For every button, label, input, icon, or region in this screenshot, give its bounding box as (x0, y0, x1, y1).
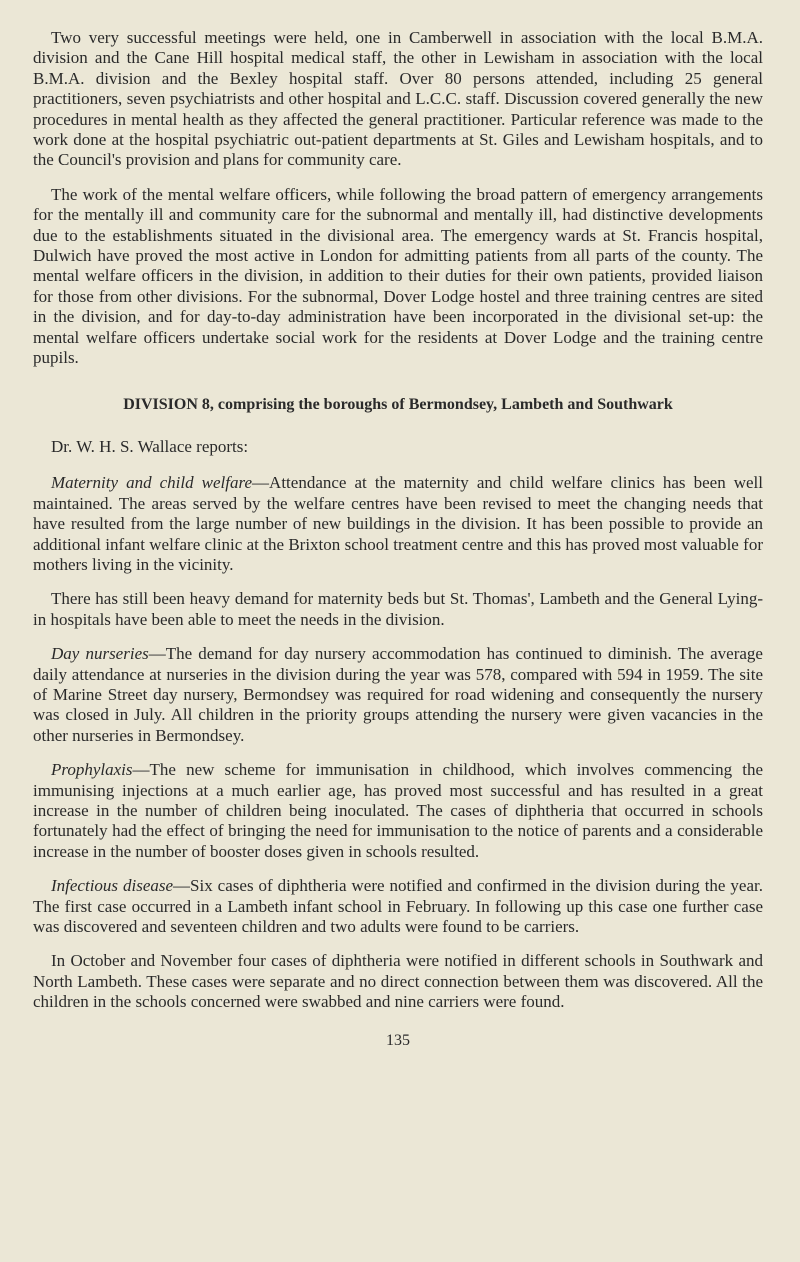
subhead-day-nurseries: Day nurseries (51, 644, 149, 664)
text-maternity: —Attendance at the maternity and child welfare clinics has been well maintained. The areas served by the welfare centres have been revised to meet the changing needs that have resulted from the large number of new buildings in the division. It has been possible to provide an additional infant welfare clinic at the Brixton school treatment centre and this has proved most valuable for mothers living in the vicinity. (33, 473, 764, 574)
text-day-nurseries: —The demand for day nursery accommodation has continued to diminish. The average daily attendance at nurseries in the division during the year was 578, compared with 594 in 1959. The site of Marine Street day nursery, Bermondsey was required for road widening and consequently the nursery was closed in July. All children in the priority groups attending the nursery were given vacancies in the other nurseries in Bermondsey. (33, 644, 763, 745)
paragraph-prophylaxis (33, 760, 763, 862)
subhead-infectious-disease: Infectious disease (51, 876, 174, 896)
paragraph-infectious-disease (33, 876, 763, 937)
subhead-prophylaxis: Prophylaxis (51, 760, 133, 780)
page-number: 135 (386, 1031, 410, 1049)
subhead-maternity: Maternity and child welfare (51, 473, 253, 493)
paragraph-maternity-beds: There has still been heavy demand for maternity beds but St. Thomas', Lambeth and the General Lying-in hospitals have been able to meet the needs in the division. (33, 589, 763, 629)
paragraph-day-nurseries (33, 644, 763, 746)
paragraph-maternity (33, 473, 763, 575)
text-prophylaxis: —The new scheme for immunisation in childhood, which involves commencing the immunising injections at a much earlier age, has proved most successful and has resulted in a great increase in the number of children being inoculated. The cases of diphtheria that occurred in schools fortunately had the effect of bringing the need for immunisation to the notice of parents and a considerable increase in the number of booster doses given in schools resulted. (33, 760, 763, 861)
paragraph-mental-welfare-officers: The work of the mental welfare officers, while following the broad pattern of emergency arrangements for the mentally ill and community care for the subnormal and mentally ill, had distinctive developments due to the establishments situated in the divisional area. The emergency wards at St. Francis hospital, Dulwich have proved the most active in London for admitting patients from all parts of the county. The mental welfare officers in the division, in addition to their duties for their own patients, provided liaison for those from other divisions. For the subnormal, Dover Lodge hostel and three training centres are sited in the division, and for day-to-day administration have been incorporated in the divisional set-up: the mental welfare officers undertake social work for the residents at Dover Lodge and the training centre pupils. (33, 184, 763, 368)
text-infectious-disease: —Six cases of diphtheria were notified and confirmed in the division during the year. The first case occurred in a Lambeth infant school in February. In following up this case one further case was discovered and seventeen children and two adults were found to be carriers. (33, 876, 763, 937)
document-page (33, 28, 763, 1051)
paragraph-meetings: Two very successful meetings were held, one in Camberwell in association with the local B.M.A. division and the Cane Hill hospital medical staff, the other in Lewisham in association with the local B.M.A. division and the Bexley hospital staff. Over 80 persons attended, including 25 general practitioners, seven psychiatrists and other hospital and L.C.C. staff. Discussion covered generally the new procedures in mental health as they affected the general practitioner. Particular reference was made to the work done at the hospital psychiatric out-patient departments at St. Giles and Lewisham hospitals, and to the Council's provision and plans for community care. (33, 28, 763, 170)
paragraph-october-november: In October and November four cases of diphtheria were notified in different schools in Southwark and North Lambeth. These cases were separate and no direct connection between them was discovered. All the children in the schools concerned were swabbed and nine carriers were found. (33, 951, 763, 1012)
division-heading: DIVISION 8, comprising the boroughs of Bermondsey, Lambeth and Southwark (123, 395, 673, 413)
byline: Dr. W. H. S. Wallace reports: (51, 436, 249, 456)
